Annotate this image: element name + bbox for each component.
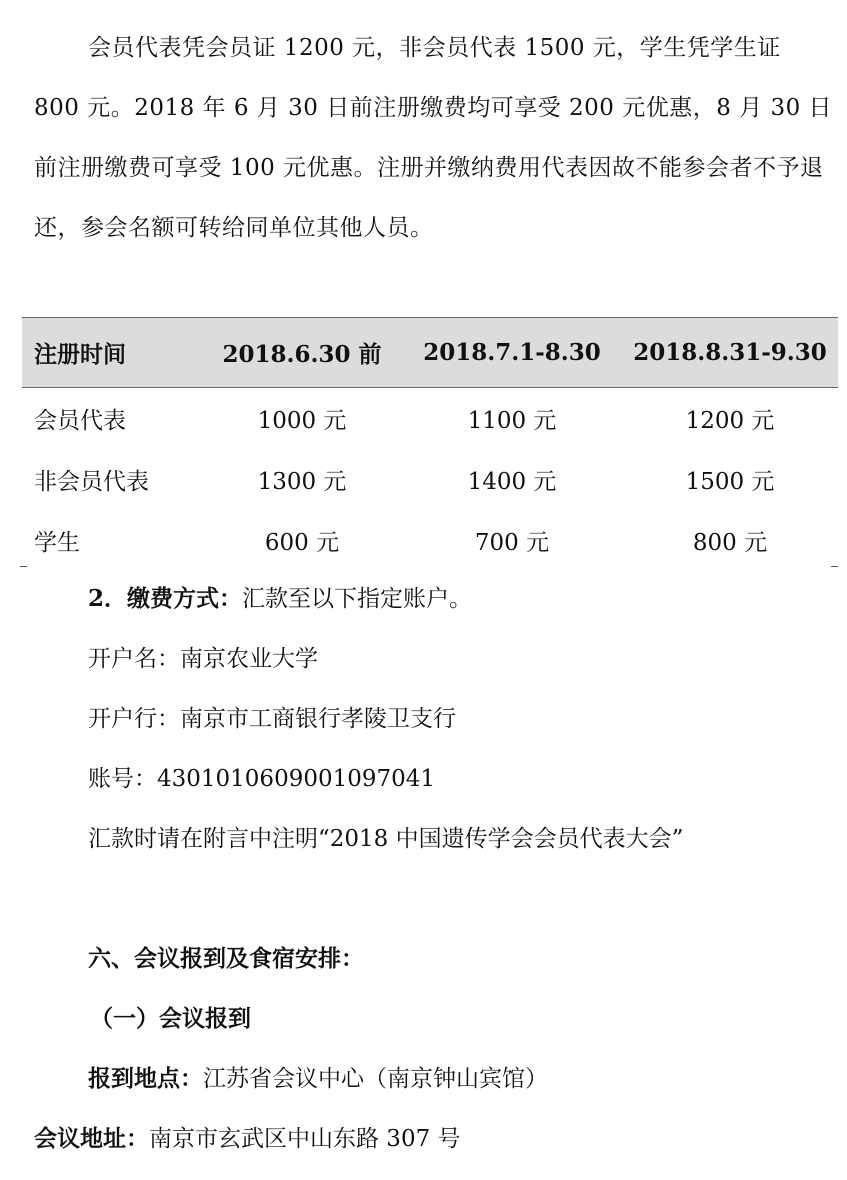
row-label: 非会员代表 xyxy=(34,469,149,495)
header-period-1: 2018.6.30 前 xyxy=(202,318,402,388)
bank-name: 开户行：南京市工商银行孝陵卫支行 xyxy=(88,706,456,732)
fee-cell: 1200 元 xyxy=(685,408,775,434)
fee-intro-text: 会员代表凭会员证 1200 元，非会员代表 1500 元，学生凭学生证 800 元。2018 年 6 月 30 日前注册缴费均可享受 200 元优惠，8 月 30 日前注册缴费可享受 100 元优惠。注册并缴纳费用代表因故不能参会者不予退还，参会名额可转给同单位其他人员。 xyxy=(34,35,833,241)
remittance-note: 汇款时请在附言中注明“2018 中国遗传学会会员代表大会” xyxy=(88,826,684,852)
table-header-row xyxy=(22,318,838,388)
row-label: 学生 xyxy=(34,530,80,556)
row-label: 会员代表 xyxy=(34,408,126,434)
registration-fee-table xyxy=(22,317,838,571)
header-period-2: 2018.7.1-8.30 xyxy=(402,318,622,388)
fee-cell: 1500 元 xyxy=(685,469,775,495)
meeting-address-line xyxy=(34,1124,461,1154)
fee-cell: 1000 元 xyxy=(257,408,347,434)
venue-value: 江苏省会议中心（南京钟山宾馆） xyxy=(203,1066,548,1092)
payment-method-text: 汇款至以下指定账户。 xyxy=(242,586,473,612)
account-number: 账号：4301010609001097041 xyxy=(88,766,436,792)
fee-intro-paragraph xyxy=(34,18,834,258)
section-six-title: 六、会议报到及食宿安排： xyxy=(88,945,364,972)
payment-method-line xyxy=(88,584,472,614)
fee-cell: 600 元 xyxy=(264,530,340,556)
registration-venue-line xyxy=(88,1064,548,1094)
address-label: 会议地址： xyxy=(34,1125,149,1152)
account-name: 开户名：南京农业大学 xyxy=(88,646,318,672)
fee-cell: 800 元 xyxy=(692,530,768,556)
header-period-3: 2018.8.31-9.30 xyxy=(622,318,838,388)
table-row xyxy=(22,510,838,571)
header-registration-time: 注册时间 xyxy=(22,318,202,388)
payment-method-heading: 2．缴费方式： xyxy=(88,585,243,612)
table-corner-mark-left xyxy=(20,566,27,567)
fee-cell: 700 元 xyxy=(474,530,550,556)
subsection-registration-title: （一）会议报到 xyxy=(90,1005,251,1032)
fee-cell: 1100 元 xyxy=(467,408,557,434)
table-corner-mark-right xyxy=(831,566,838,567)
fee-cell: 1400 元 xyxy=(467,469,557,495)
address-value: 南京市玄武区中山东路 307 号 xyxy=(149,1126,461,1152)
venue-label: 报到地点： xyxy=(88,1065,203,1092)
table-row xyxy=(22,449,838,510)
table-row xyxy=(22,388,838,450)
fee-cell: 1300 元 xyxy=(257,469,347,495)
